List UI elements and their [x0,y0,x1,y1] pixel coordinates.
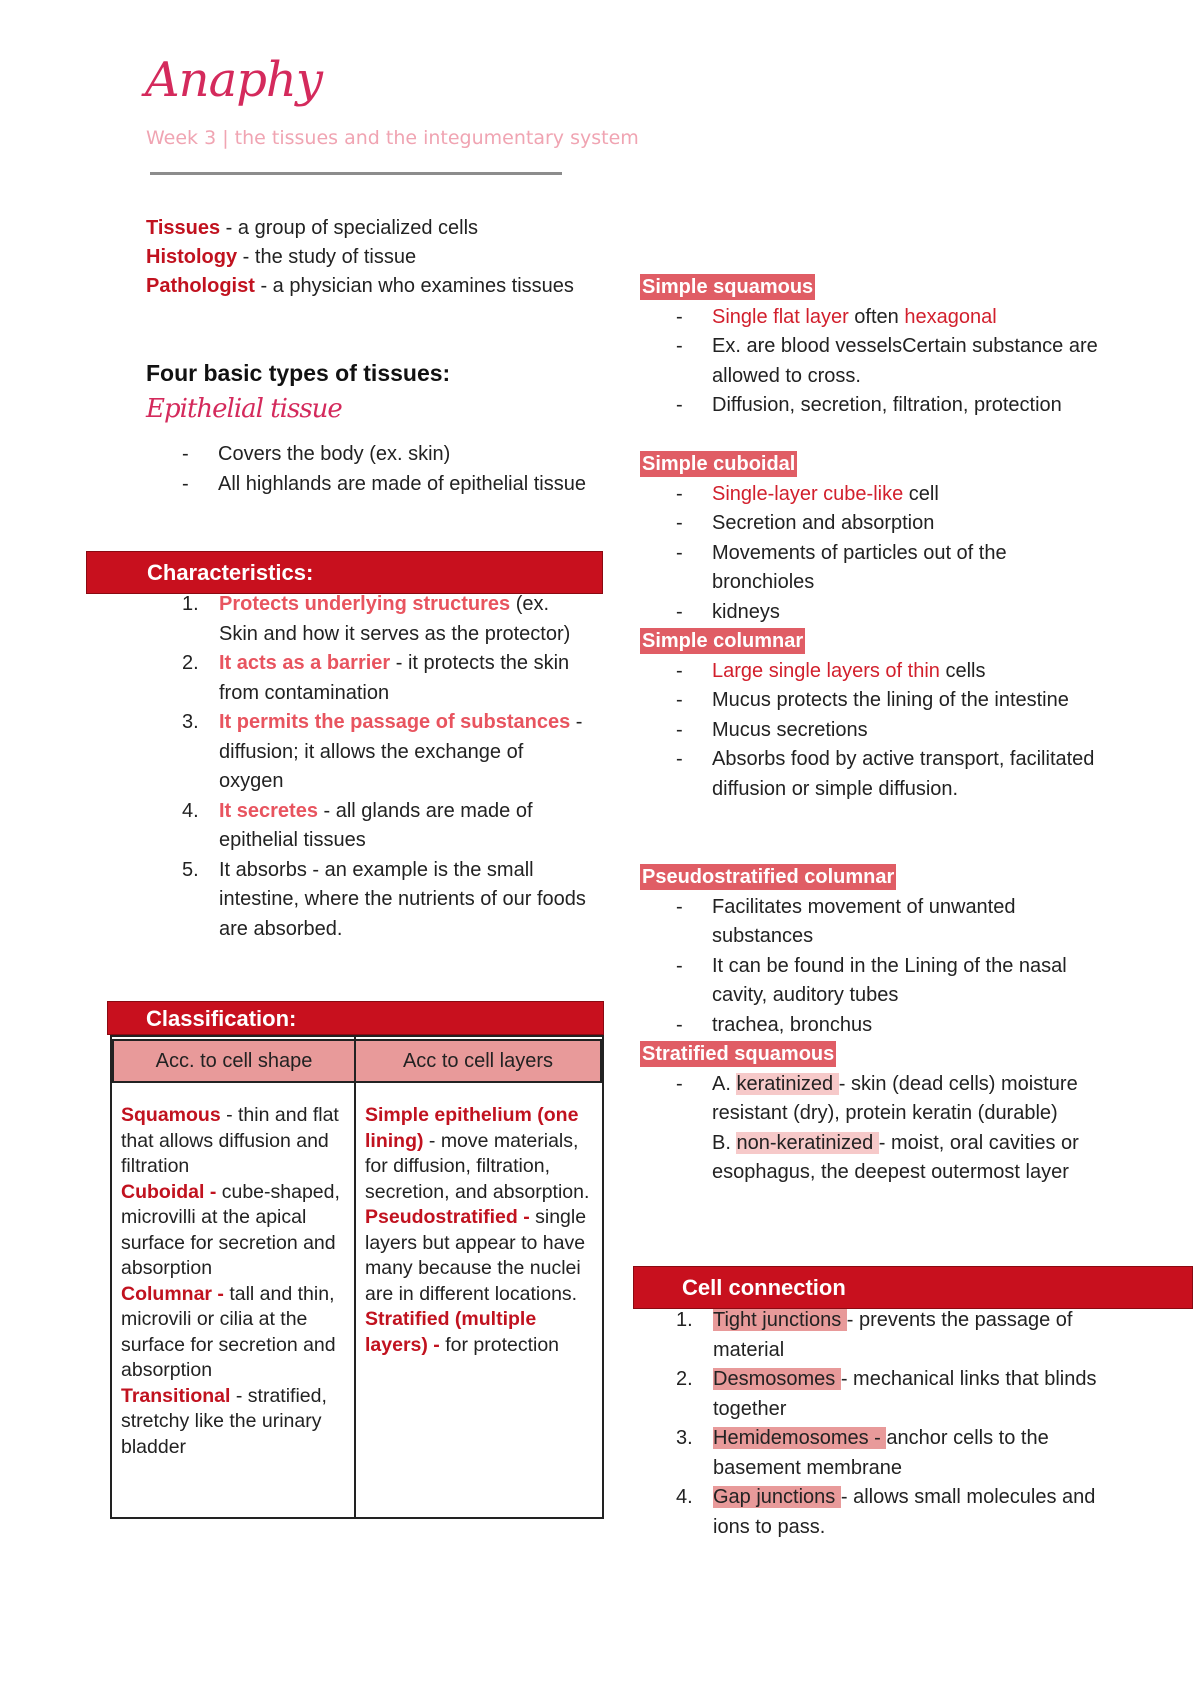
classification-banner: Classification: [107,1001,604,1035]
classification-table [110,1035,604,1519]
item-text: - prevents the passage of material [713,1309,1073,1361]
simple-cuboidal-section [640,450,1100,627]
pseudostratified-section [640,863,1100,1040]
definition-item [146,214,576,243]
section-list [640,480,1100,628]
epithelial-list [146,440,586,499]
cell-desc: - stratified, stretchy like the urinary bladder [121,1384,327,1458]
list-item [640,1306,1100,1365]
page-subtitle: Week 3 | the tissues and the integumentary system [146,127,639,149]
four-types-heading: Four basic types of tissues: [146,360,451,386]
list-item: - Covers the body (ex. skin) [146,440,586,470]
cell-term: Stratified (multiple layers) - [365,1308,537,1356]
epithelial-heading: Epithelial tissue [146,394,342,424]
section-tag: Simple squamous [642,276,814,298]
table-cell-layers [365,1103,597,1358]
cell-desc: - thin and flat that allows diffusion and filtration [121,1104,339,1177]
cell-term: Cuboidal - [121,1180,217,1203]
highlight-text: Tight junctions [713,1309,847,1331]
item-text: - moist, oral cavities or esophagus, the deepest outermost layer [712,1131,1079,1183]
item-prefix: B. [712,1131,737,1154]
highlight-text: non-keratinized [736,1131,879,1154]
item-number: 2. [182,652,199,674]
cell-term: Transitional [121,1384,231,1407]
item-prefix: A. [712,1072,737,1095]
table-header-cell-layers: Acc to cell layers [354,1039,602,1083]
page-title: Anaphy [145,52,322,108]
section-tag: Pseudostratified columnar [642,866,895,888]
cell-term: Columnar - [121,1282,224,1305]
definitions [146,214,576,301]
red-text: Single flat layer [712,305,849,328]
item-text: - it protects the skin from contamination [219,652,570,704]
table-header-cell-shape: Acc. to cell shape [112,1039,356,1083]
item-highlight: It acts as a barrier [219,652,391,674]
item-text: - skin (dead cells) moisture resistant (dry), protein keratin (durable) [712,1072,1078,1124]
table-divider [354,1037,356,1517]
item-number: 4. [676,1486,693,1508]
item-number: 3. [182,711,199,733]
item-text: (ex. Skin and how it serves as the protector) [219,593,571,645]
list-item [640,1365,1100,1424]
list-item: - Absorbs food by active transport, facilitated diffusion or simple diffusion. [640,745,1100,804]
list-item [146,590,586,649]
list-item [146,708,586,797]
item-number: 3. [676,1427,693,1449]
item-number: 4. [182,799,199,822]
list-item: - Facilitates movement of unwanted substances [640,893,1100,952]
item-text: - all glands are made of epithelial tissues [219,799,533,851]
item-number: 5. [182,858,199,881]
list-item: - All highlands are made of epithelial tissue [146,470,586,500]
red-text: Large single layers of thin [712,659,940,682]
list-item [640,1483,1100,1542]
item-highlight: It secretes [219,799,318,822]
cell-desc: - move materials, for diffusion, filtration, secretion, and absorption. [365,1129,590,1203]
simple-columnar-section [640,627,1100,804]
item-text: often [848,305,905,328]
list-item: - kidneys [640,598,1100,628]
red-text: hexagonal [904,305,997,328]
section-list [640,303,1100,421]
list-item: - trachea, bronchus [640,1011,1100,1041]
item-highlight: Protects underlying structures [219,593,511,615]
cell-desc: cube-shaped, microvilli at the apical surface for secretion and absorption [121,1180,340,1279]
definition-term: Tissues [146,217,221,239]
item-number: 2. [676,1368,693,1390]
list-item [146,797,586,856]
definition-item [146,243,576,272]
item-number: 1. [676,1309,693,1331]
cell-connection-list [640,1306,1100,1542]
item-text: cells [939,659,986,682]
characteristics-banner: Characteristics: [86,551,603,594]
definition-term: Histology [146,246,238,268]
cell-desc: for protection [439,1333,560,1356]
simple-squamous-section [640,273,1100,421]
cell-connection-banner: Cell connection [633,1266,1193,1309]
section-list [640,893,1100,1041]
highlight-text: Hemidemosomes - [713,1427,887,1449]
list-item [640,1424,1100,1483]
highlight-text: Desmosomes [713,1368,841,1390]
list-item: - Diffusion, secretion, filtration, protection [640,391,1100,421]
list-item: - Mucus secretions [640,716,1100,746]
list-item [146,856,586,945]
item-text: anchor cells to the basement membrane [713,1427,1049,1479]
list-item [640,303,1100,333]
cell-term: Simple epithelium (one lining) [365,1104,579,1152]
table-cell-shape [121,1103,347,1460]
highlight-text: Gap junctions [713,1486,841,1508]
section-tag: Stratified squamous [642,1043,835,1065]
item-highlight: It permits the passage of substances [219,711,571,733]
list-item: - Mucus protects the lining of the intestine [640,686,1100,716]
highlight-text: keratinized [736,1072,839,1095]
list-item: - Secretion and absorption [640,509,1100,539]
definition-desc: - the study of tissue [237,246,417,268]
section-tag: Simple columnar [642,630,804,652]
list-item [640,657,1100,687]
stratified-squamous-section [640,1040,1100,1188]
cell-desc: tall and thin, microvili or cilia at the surface for secretion and absorption [121,1282,336,1381]
item-text: - diffusion; it allows the exchange of oxygen [219,711,583,792]
section-list [640,1070,1100,1188]
list-item: - Movements of particles out of the bronchioles [640,539,1100,598]
list-item [146,649,586,708]
definition-term: Pathologist [146,275,255,297]
definition-desc: - a group of specialized cells [220,217,479,239]
characteristics-list [146,590,586,944]
cell-term: Squamous [121,1104,221,1126]
item-number: 1. [182,593,199,615]
list-item: - Ex. are blood vesselsCertain substance are allowed to cross. [640,332,1100,391]
list-item [640,480,1100,510]
cell-term: Pseudostratified - [365,1206,530,1228]
item-text: - mechanical links that blinds together [713,1368,1097,1420]
list-item: - It can be found in the Lining of the nasal cavity, auditory tubes [640,952,1100,1011]
item-text: - allows small molecules and ions to pass. [713,1486,1096,1538]
cell-desc: single layers but appear to have many because the nuclei are in different locations. [365,1206,587,1305]
divider [150,172,562,175]
list-item [640,1070,1100,1188]
item-text: It absorbs - an example is the small intestine, where the nutrients of our foods are absorbed. [219,858,586,940]
item-text: cell [903,482,939,505]
red-text: Single-layer cube-like [712,482,904,505]
section-tag: Simple cuboidal [642,453,796,475]
definition-item [146,272,576,301]
section-list [640,657,1100,805]
definition-desc: - a physician who examines tissues [254,275,574,297]
